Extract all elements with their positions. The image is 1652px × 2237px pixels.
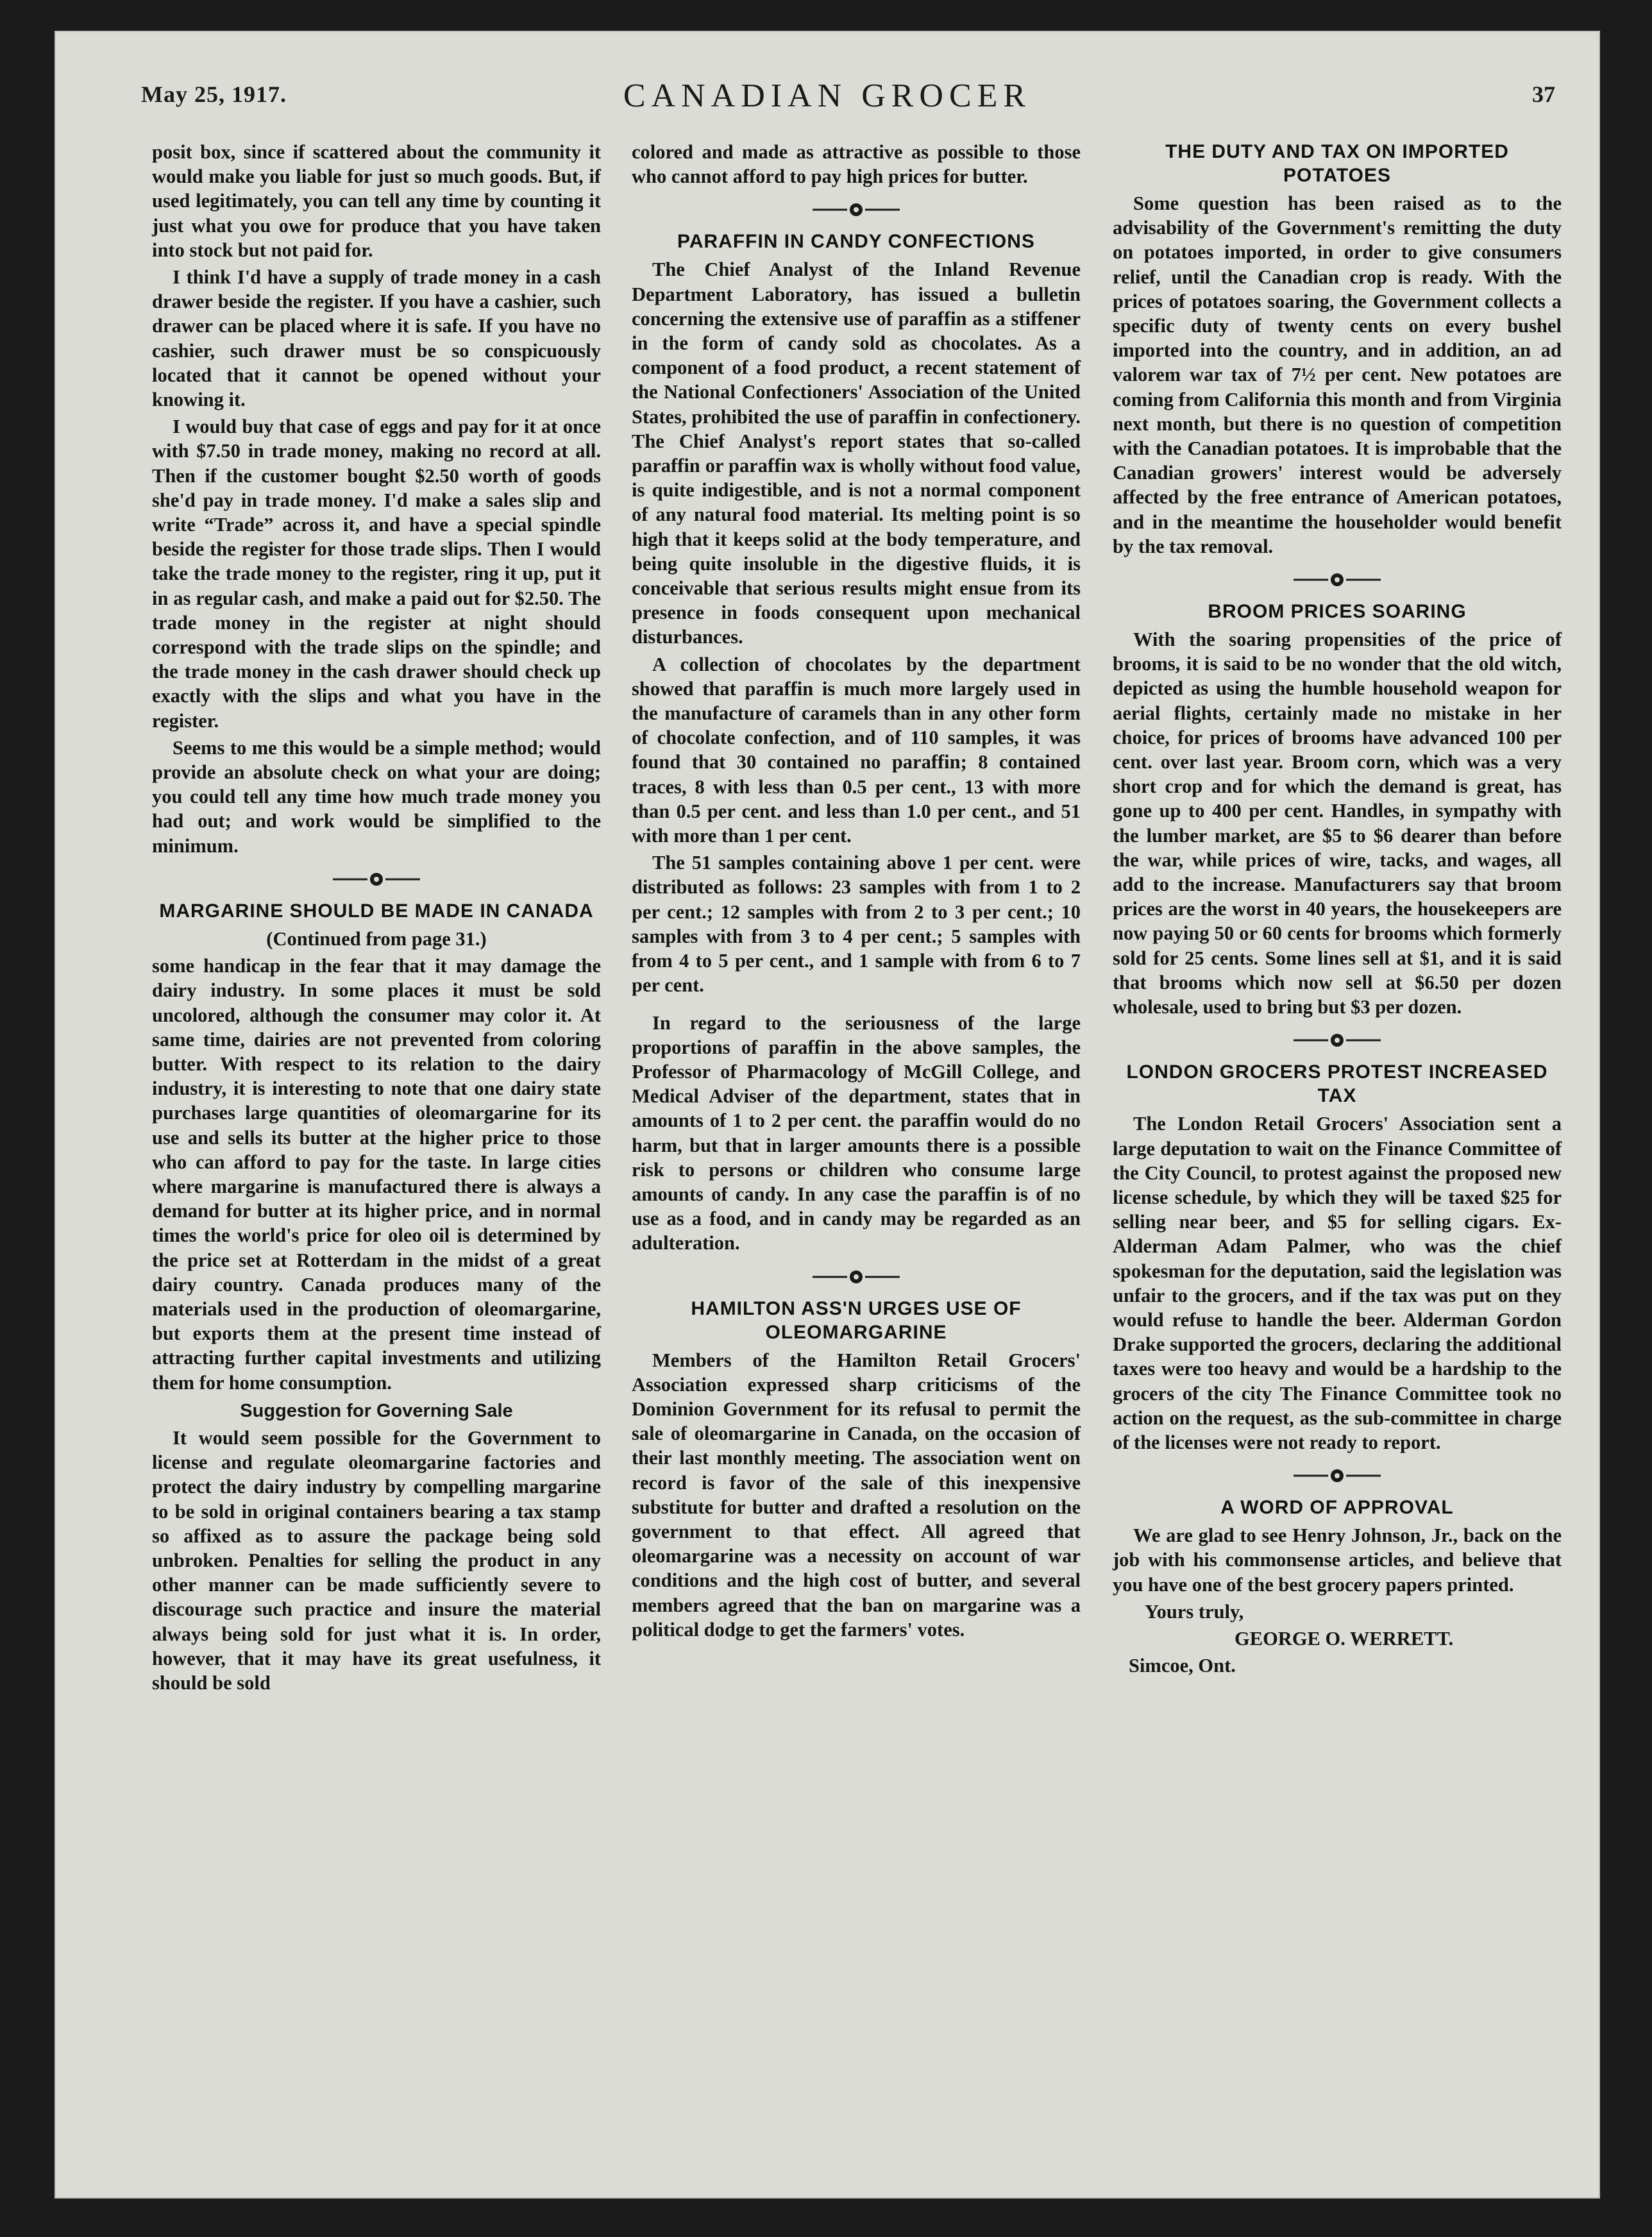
article-paragraph: It would seem possible for the Government to license and regulate oleomargarine factories and protect the dairy industry by compelling margarine to be sold in original containers bearing a tax stamp so affixed as to assure the package being sold unbroken. Penalties for selling the product in any other manner can be made sufficiently severe to discourage such practice and insure the material always being sold for just what it is. In order, however, that it may have its great usefulness, it should be sold (152, 1426, 601, 1694)
section-divider-ornament (1292, 1466, 1382, 1485)
letter-signer: GEORGE O. WERRETT. (1235, 1627, 1454, 1650)
headline-margarine: MARGARINE SHOULD BE MADE IN CANADA (159, 900, 594, 922)
article-paragraph: Seems to me this would be a simple method; would provide an absolute check on what your are doing; you could tell any time how much trade money you had out; and work would be simplified to the minimum. (152, 736, 601, 857)
article-paragraph: I think I'd have a supply of trade money in a cash drawer beside the register. If you have a cashier, such drawer can be placed where it is safe. If you have no cashier, such drawer must be so conspicuously located that it cannot be opened without your knowing it. (152, 266, 601, 411)
article-paragraph: The 51 samples containing above 1 per cent. were distributed as follows: 23 samples with from 1 to 2 per cent.; 12 samples with from 2 to 3 per cent.; 10 samples with from 3 to 4 per cent.; 5 samples with from 4 to 5 per cent., and 1 sample with from 6 to 7 per cent. (632, 852, 1081, 997)
section-divider-ornament (1292, 570, 1382, 589)
article-paragraph: Members of the Hamilton Retail Grocers' Association expressed sharp criticisms of the Dominion Government for its refusal to permit the sale of oleomargarine in Canada, on the occasion of their last monthly meeting. The association went on record is favor of the sale of this inexpensive substitute for butter and drafted a resolution on the government to that effect. All agreed that oleomargarine was a necessity on account of war conditions and the high cost of butter, and several members agreed that the ban on margarine was a political dodge to get the farmers' votes. (632, 1349, 1081, 1641)
letter-place: Simcoe, Ont. (1129, 1655, 1236, 1677)
article-paragraph: A collection of chocolates by the department showed that paraffin is much more largely used in the manufacture of caramels than in any other form of chocolate confection, and of 110 samples, it was found that 30 contained no paraffin; 8 contained traces, 8 with less than 0.5 per cent., 13 with more than 0.5 per cent. and less than 1.0 per cent., and 51 with more than 1 per cent. (632, 653, 1081, 847)
letter-closing: Yours truly, (1145, 1600, 1244, 1623)
column-3 (1113, 140, 1562, 1680)
article-paragraph: The Chief Analyst of the Inland Revenue Department Laboratory, has issued a bulletin concerning the extensive use of paraffin as a stiffener in the form of candy sold as chocolates. As a component of a food product, a recent statement of the National Confectioners' Association of the United States, prohibited the use of paraffin in confectionery. The Chief Analyst's report states that so-called paraffin or paraffin wax is wholly without food value, is quite indigestible, and is not a normal component of any natural food material. Its melting point is so high that it keeps solid at the body temperature, and being quite insoluble in the digestive fluids, it is conceivable that serious results might ensue from its presence in foods consequent upon mechanical disturbances. (632, 258, 1081, 648)
page-header (55, 78, 1600, 132)
section-divider-ornament (811, 1267, 901, 1287)
subheading: Suggestion for Governing Sale (240, 1400, 513, 1421)
letter-paragraph: We are glad to see Henry Johnson, Jr., back on the job with his commonsense articles, and believe that you have one of the best grocery papers printed. (1113, 1524, 1562, 1596)
article-paragraph: some handicap in the fear that it may damage the dairy industry. In some places it must be sold uncolored, although the consumer may color it. At same time, dairies are not prevented from coloring butter. With respect to its relation to the dairy industry, it is interesting to note that one dairy state purchases large quantities of oleomargarine for its use and sells its butter at the higher price to those who can afford to pay for the taste. In large cities where margarine is manufactured there is always a demand for butter at its higher price, and in normal times the world's price for oleo oil is determined by the price set at Rotterdam in the midst of a great dairy country. Canada produces many of the materials used in the production of oleomargarine, but exports them at the present time instead of attracting further capital investments and utilizing them for home consumption. (152, 955, 601, 1394)
headline-approval: A WORD OF APPROVAL (1220, 1497, 1454, 1519)
column-2 (632, 140, 1081, 1644)
article-paragraph: colored and made as attractive as possible to those who cannot afford to pay high prices for butter. (632, 141, 1081, 188)
headline-hamilton: HAMILTON ASS'N URGES USE OF OLEOMARGARINE (691, 1297, 1022, 1343)
newspaper-page (55, 31, 1600, 2199)
headline-broom: BROOM PRICES SOARING (1208, 601, 1467, 623)
article-paragraph: posit box, since if scattered about the community it would make you liable for just so much goods. But, if used legitimately, you can tell any time by counting it just what you owe for produce that you have taken into stock but not paid for. (152, 141, 601, 261)
article-paragraph: Some question has been raised as to the advisability of the Government's remitting the duty on potatoes imported, in order to give consumers relief, until the Canadian crop is ready. With the prices of potatoes soaring, the Government collects a specific duty of twenty cents on every bushel imported into the country, and in addition, an ad valorem war tax of 7½ per cent. New potatoes are coming from California this month and from Virginia next month, but there is no question of competition with the Canadian potatoes. It is improbable that the Canadian growers' interest would be adversely affected by the free entrance of American potatoes, and in the meantime the householder would benefit by the tax removal. (1113, 192, 1562, 557)
section-divider-ornament (811, 200, 901, 219)
issue-date: May 25, 1917. (141, 81, 287, 107)
headline-london: LONDON GROCERS PROTEST INCREASED TAX (1126, 1061, 1548, 1107)
column-1 (152, 140, 601, 1698)
masthead: CANADIAN GROCER (623, 78, 1032, 114)
article-paragraph: With the soaring propensities of the price of brooms, it is said to be no wonder that the old witch, depicted as using the humble household weapon for aerial flights, certainly made no mistake in her choice, for prices of brooms have advanced 100 per cent. over last year. Broom corn, which was a very short crop and for which the demand is great, has gone up to 400 per cent. Handles, in sympathy with the lumber market, are $5 to $6 dearer than before the war, while prices of wire, tacks, and wages, all add to the increase. Manufacturers say that broom prices are the worst in 40 years, the housekeepers are now paying 50 or 60 cents for brooms which formerly sold for 25 cents. Some lines sell at $1, and it is said that brooms which now sell at $6.50 per dozen wholesale, used to bring but $3 per dozen. (1113, 629, 1562, 1018)
headline-potatoes: THE DUTY AND TAX ON IMPORTED POTATOES (1165, 141, 1509, 186)
article-paragraph: I would buy that case of eggs and pay for it at once with $7.50 in trade money, making no record at all. Then if the customer bought $2.50 worth of goods she'd pay in trade money. I'd make a sales slip and write “Trade” across it, and have a special spindle beside the register for those trade slips. Then I would take the trade money to the register, ring it up, put it in as regular cash, and make a paid out for $2.50. The trade money in the register at night should correspond with the trade slips on the spindle; and the trade money in the cash drawer should check up exactly with the slips and what you have in the register. (152, 416, 601, 732)
page-number: 37 (1532, 81, 1555, 107)
headline-paraffin: PARAFFIN IN CANDY CONFECTIONS (677, 231, 1035, 253)
section-divider-ornament (332, 870, 421, 889)
continuation-note: (Continued from page 31.) (266, 927, 487, 950)
article-paragraph: The London Retail Grocers' Association sent a large deputation to wait on the Finance Committee of the City Council, to protest against the proposed new license schedule, by which they will be taxed $25 for selling near beer, and $5 for selling cigars. Ex-Alderman Adam Palmer, who was the chief spokesman for the deputation, said the legislation was unfair to the grocers, and if the tax was put on they would refuse to handle the beer. Alderman Gordon Drake supported the grocers, declaring the additional taxes were too heavy and would be a hardship to the grocers of the city The Finance Committee took no action on the request, as the sub-committee in charge of the licenses were not ready to report. (1113, 1113, 1562, 1453)
section-divider-ornament (1292, 1031, 1382, 1050)
article-paragraph: In regard to the seriousness of the large proportions of paraffin in the above samples, the Professor of Pharmacology of McGill College, and Medical Adviser of the department, states that in amounts of 1 to 2 per cent. the paraffin would do no harm, but that in larger amounts there is a possible risk to persons or children who consume large amounts of candy. In any case the paraffin is of no use as a food, and in candy may be regarded as an adulteration. (632, 1011, 1081, 1254)
